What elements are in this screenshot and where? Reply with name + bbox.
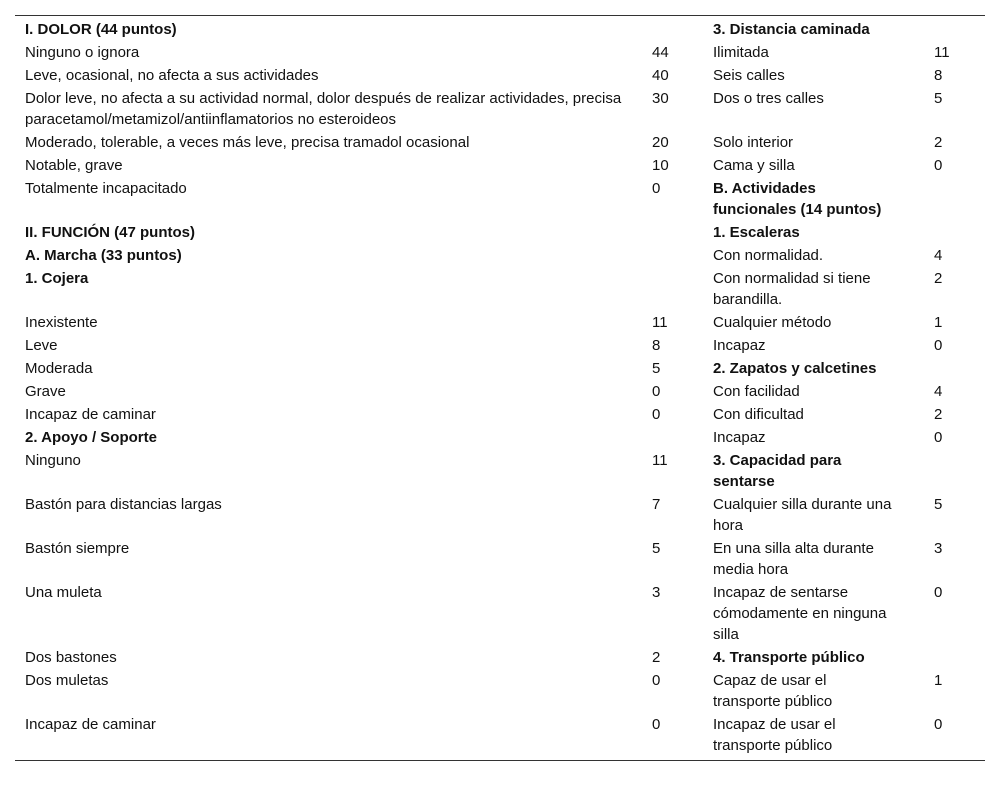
points-cell — [642, 493, 703, 537]
table-row — [15, 581, 985, 646]
criterion-cell — [703, 669, 924, 713]
criterion-cell-text: Ilimitada — [713, 44, 769, 61]
points-cell — [924, 713, 985, 757]
criterion-cell — [703, 244, 924, 267]
criterion-cell-text: Dos o tres calles — [713, 90, 824, 107]
criterion-cell-text: Con normalidad si tiene barandilla. — [713, 270, 871, 308]
points-cell — [924, 221, 985, 244]
table-row — [15, 449, 985, 493]
points-cell-text: 8 — [934, 67, 943, 84]
points-cell — [924, 18, 985, 41]
criterion-cell-text: Incapaz — [713, 429, 766, 446]
points-cell — [642, 713, 703, 757]
points-cell-text: 44 — [652, 44, 669, 61]
criterion-cell — [703, 267, 924, 311]
criterion-cell-text: Ninguno — [25, 452, 81, 469]
table-row — [15, 154, 985, 177]
criterion-cell-text: 3. Distancia caminada — [713, 21, 870, 38]
points-cell-text: 0 — [934, 337, 943, 354]
criterion-cell — [15, 426, 642, 449]
points-cell — [642, 537, 703, 581]
criterion-cell-text: I. DOLOR (44 puntos) — [25, 21, 177, 38]
criterion-cell-text: Bastón para distancias largas — [25, 496, 222, 513]
points-cell-text: 40 — [652, 67, 669, 84]
score-table — [15, 18, 985, 757]
table-row — [15, 713, 985, 757]
criterion-cell-text: Con dificultad — [713, 406, 804, 423]
criterion-cell — [15, 669, 642, 713]
table-row — [15, 357, 985, 380]
table-row — [15, 64, 985, 87]
criterion-cell-text: Leve, ocasional, no afecta a sus actividades — [25, 67, 319, 84]
criterion-cell — [15, 357, 642, 380]
criterion-cell — [703, 311, 924, 334]
points-cell-text: 3 — [934, 540, 943, 557]
points-cell — [924, 380, 985, 403]
criterion-cell-text: En una silla alta durante media hora — [713, 540, 874, 578]
points-cell — [924, 41, 985, 64]
criterion-cell — [703, 449, 924, 493]
points-cell — [924, 154, 985, 177]
points-cell — [924, 426, 985, 449]
criterion-cell — [703, 537, 924, 581]
points-cell-text: 8 — [652, 337, 661, 354]
criterion-cell-text: Con facilidad — [713, 383, 800, 400]
score-table-container — [15, 15, 985, 761]
criterion-cell-text: Totalmente incapacitado — [25, 180, 187, 197]
points-cell — [642, 154, 703, 177]
table-row — [15, 426, 985, 449]
points-cell-text: 7 — [652, 496, 661, 513]
points-cell-text: 2 — [934, 270, 943, 287]
points-cell — [642, 426, 703, 449]
points-cell — [924, 493, 985, 537]
table-row — [15, 41, 985, 64]
criterion-cell — [703, 357, 924, 380]
table-row — [15, 18, 985, 41]
points-cell-text: 5 — [934, 90, 943, 107]
points-cell — [642, 380, 703, 403]
points-cell-text: 30 — [652, 90, 669, 107]
points-cell — [924, 244, 985, 267]
points-cell — [642, 267, 703, 311]
points-cell — [642, 669, 703, 713]
criterion-cell-text: 1. Cojera — [25, 270, 89, 287]
criterion-cell — [703, 403, 924, 426]
criterion-cell-text: Cualquier método — [713, 314, 832, 331]
points-cell-text: 10 — [652, 157, 669, 174]
criterion-cell-text: Seis calles — [713, 67, 785, 84]
criterion-cell — [703, 334, 924, 357]
criterion-cell-text: Incapaz — [713, 337, 766, 354]
criterion-cell-text: Dos bastones — [25, 649, 117, 666]
criterion-cell — [15, 380, 642, 403]
table-row — [15, 177, 985, 221]
points-cell — [642, 581, 703, 646]
points-cell — [642, 221, 703, 244]
table-row — [15, 403, 985, 426]
points-cell — [924, 357, 985, 380]
criterion-cell — [15, 267, 642, 311]
criterion-cell — [703, 581, 924, 646]
points-cell — [642, 311, 703, 334]
criterion-cell-text: Capaz de usar el transporte público — [713, 672, 833, 710]
criterion-cell — [15, 537, 642, 581]
points-cell — [642, 449, 703, 493]
points-cell-text: 11 — [652, 452, 668, 469]
points-cell-text: 11 — [652, 314, 668, 331]
points-cell — [642, 41, 703, 64]
points-cell — [642, 131, 703, 154]
criterion-cell — [15, 18, 642, 41]
points-cell — [642, 334, 703, 357]
points-cell-text: 5 — [934, 496, 943, 513]
criterion-cell — [15, 244, 642, 267]
criterion-cell-text: II. FUNCIÓN (47 puntos) — [25, 224, 195, 241]
points-cell-text: 20 — [652, 134, 669, 151]
table-row — [15, 244, 985, 267]
criterion-cell-text: Solo interior — [713, 134, 794, 151]
criterion-cell — [703, 221, 924, 244]
points-cell-text: 4 — [934, 383, 943, 400]
criterion-cell — [15, 334, 642, 357]
points-cell-text: 1 — [934, 672, 943, 689]
criterion-cell-text: Con normalidad. — [713, 247, 824, 264]
table-row — [15, 87, 985, 131]
points-cell — [642, 177, 703, 221]
points-cell-text: 0 — [652, 716, 661, 733]
points-cell — [924, 87, 985, 131]
criterion-cell-text: 3. Capacidad para sentarse — [713, 452, 842, 490]
criterion-cell — [703, 154, 924, 177]
criterion-cell-text: Incapaz de sentarse cómodamente en ninguna silla — [713, 584, 887, 643]
criterion-cell-text: Moderada — [25, 360, 93, 377]
criterion-cell-text: Una muleta — [25, 584, 102, 601]
points-cell — [642, 87, 703, 131]
criterion-cell — [15, 403, 642, 426]
criterion-cell — [15, 131, 642, 154]
criterion-cell-text: Incapaz de caminar — [25, 406, 156, 423]
criterion-cell-text: A. Marcha (33 puntos) — [25, 247, 182, 264]
criterion-cell — [703, 493, 924, 537]
points-cell — [924, 311, 985, 334]
points-cell-text: 0 — [934, 157, 943, 174]
criterion-cell — [703, 380, 924, 403]
points-cell-text: 0 — [652, 672, 661, 689]
points-cell-text: 0 — [652, 180, 661, 197]
points-cell — [924, 581, 985, 646]
criterion-cell — [703, 18, 924, 41]
points-cell-text: 1 — [934, 314, 943, 331]
table-row — [15, 267, 985, 311]
criterion-cell — [15, 493, 642, 537]
table-row — [15, 493, 985, 537]
criterion-cell-text: Ninguno o ignora — [25, 44, 140, 61]
criterion-cell — [15, 311, 642, 334]
criterion-cell-text: Grave — [25, 383, 66, 400]
table-row — [15, 334, 985, 357]
table-row — [15, 380, 985, 403]
criterion-cell — [703, 426, 924, 449]
points-cell-text: 0 — [934, 429, 943, 446]
table-row — [15, 221, 985, 244]
points-cell — [924, 177, 985, 221]
criterion-cell-text: Cama y silla — [713, 157, 795, 174]
points-cell — [924, 131, 985, 154]
criterion-cell-text: Inexistente — [25, 314, 98, 331]
criterion-cell — [703, 64, 924, 87]
criterion-cell-text: Incapaz de caminar — [25, 716, 156, 733]
criterion-cell-text: 2. Zapatos y calcetines — [713, 360, 877, 377]
points-cell — [924, 267, 985, 311]
criterion-cell-text: Cualquier silla durante una hora — [713, 496, 892, 534]
points-cell — [642, 18, 703, 41]
criterion-cell-text: Notable, grave — [25, 157, 123, 174]
criterion-cell — [15, 221, 642, 244]
criterion-cell — [15, 87, 642, 131]
points-cell — [924, 64, 985, 87]
points-cell — [642, 244, 703, 267]
table-row — [15, 669, 985, 713]
criterion-cell — [15, 154, 642, 177]
criterion-cell — [15, 646, 642, 669]
points-cell — [642, 646, 703, 669]
points-cell-text: 2 — [934, 406, 943, 423]
criterion-cell — [703, 41, 924, 64]
points-cell-text: 2 — [652, 649, 661, 666]
criterion-cell — [15, 177, 642, 221]
criterion-cell — [703, 87, 924, 131]
points-cell — [924, 334, 985, 357]
points-cell — [924, 449, 985, 493]
points-cell — [924, 537, 985, 581]
points-cell — [924, 646, 985, 669]
criterion-cell — [15, 449, 642, 493]
criterion-cell — [703, 177, 924, 221]
criterion-cell — [15, 41, 642, 64]
criterion-cell-text: Leve — [25, 337, 58, 354]
points-cell — [924, 669, 985, 713]
points-cell — [642, 357, 703, 380]
points-cell-text: 4 — [934, 247, 943, 264]
points-cell-text: 5 — [652, 540, 661, 557]
criterion-cell-text: Dos muletas — [25, 672, 109, 689]
score-table-body — [15, 18, 985, 757]
points-cell-text: 0 — [652, 406, 661, 423]
points-cell — [924, 403, 985, 426]
criterion-cell — [15, 581, 642, 646]
points-cell-text: 0 — [934, 716, 943, 733]
points-cell-text: 5 — [652, 360, 661, 377]
criterion-cell-text: 1. Escaleras — [713, 224, 800, 241]
points-cell — [642, 403, 703, 426]
points-cell-text: 0 — [934, 584, 943, 601]
criterion-cell-text: 2. Apoyo / Soporte — [25, 429, 157, 446]
criterion-cell — [15, 64, 642, 87]
criterion-cell — [703, 131, 924, 154]
points-cell-text: 0 — [652, 383, 661, 400]
points-cell — [642, 64, 703, 87]
points-cell-text: 3 — [652, 584, 661, 601]
criterion-cell-text: Moderado, tolerable, a veces más leve, precisa tramadol ocasional — [25, 134, 470, 151]
criterion-cell — [703, 713, 924, 757]
points-cell-text: 11 — [934, 44, 950, 61]
table-row — [15, 311, 985, 334]
table-row — [15, 646, 985, 669]
table-row — [15, 537, 985, 581]
criterion-cell — [703, 646, 924, 669]
criterion-cell-text: Incapaz de usar el transporte público — [713, 716, 836, 754]
table-row — [15, 131, 985, 154]
criterion-cell-text: 4. Transporte público — [713, 649, 865, 666]
criterion-cell — [15, 713, 642, 757]
criterion-cell-text: Bastón siempre — [25, 540, 130, 557]
criterion-cell-text: Dolor leve, no afecta a su actividad normal, dolor después de realizar actividades, precisa paracetamol/metamizol/antiinflamatorios no esteroideos — [25, 90, 622, 128]
criterion-cell-text: B. Actividades funcionales (14 puntos) — [713, 180, 882, 218]
points-cell-text: 2 — [934, 134, 943, 151]
